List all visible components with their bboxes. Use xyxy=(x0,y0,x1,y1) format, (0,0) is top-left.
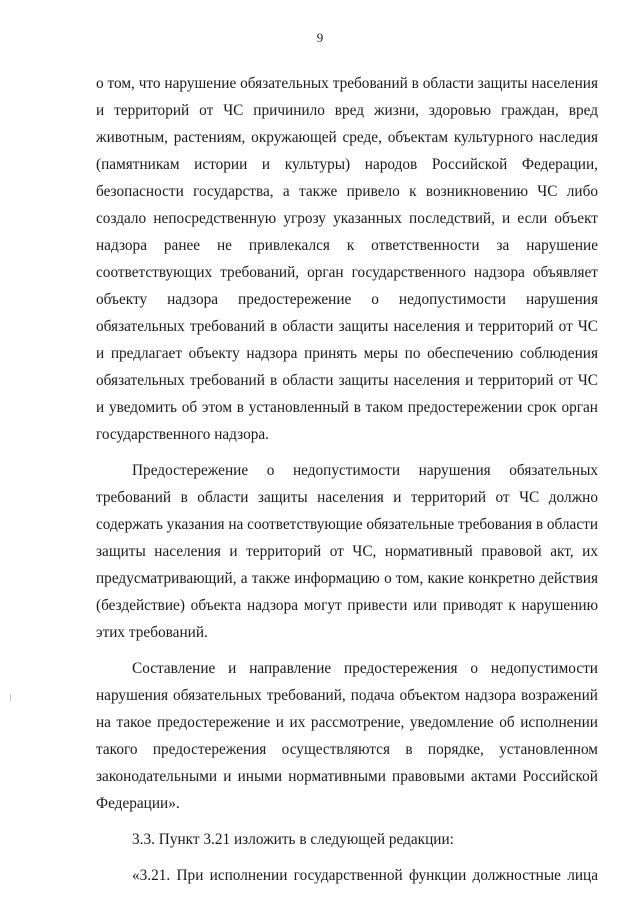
body-line: обязательных требований в области защиты населения и территорий от ЧС xyxy=(96,318,598,335)
body-line: и предлагает объекту надзора принять меры по обеспечению соблюдения xyxy=(96,345,598,362)
body-line: и территорий от ЧС причинило вред жизни, здоровью граждан, вред xyxy=(96,102,598,119)
body-line: на такое предостережение и их рассмотрение, уведомление об исполнении xyxy=(96,714,598,731)
paragraph-first-line: Предостережение о недопустимости нарушения обязательных xyxy=(132,462,598,479)
body-line: законодательными и иными нормативными правовыми актами Российской xyxy=(96,768,598,785)
paragraph-first-line: 3.3. Пункт 3.21 изложить в следующей редакции: xyxy=(132,831,454,848)
body-line: защиты населения и территорий от ЧС, нормативный правовой акт, их xyxy=(96,543,598,560)
body-line: (памятникам истории и культуры) народов Российской Федерации, xyxy=(96,156,598,173)
body-line: требований в области защиты населения и территорий от ЧС должно xyxy=(96,489,598,506)
body-line: безопасности государства, а также привело к возникновению ЧС либо xyxy=(96,183,598,200)
body-line: обязательных требований в области защиты населения и территорий от ЧС xyxy=(96,372,598,389)
body-line: Федерации». xyxy=(96,795,180,812)
body-line: и уведомить об этом в установленный в таком предостережении срок орган xyxy=(96,399,598,416)
body-line: предусматривающий, а также информацию о том, какие конкретно действия xyxy=(96,570,598,587)
body-line: соответствующих требований, орган государственного надзора объявляет xyxy=(96,264,598,281)
body-line: животным, растениям, окружающей среде, объектам культурного наследия xyxy=(96,129,598,146)
body-line: государственного надзора. xyxy=(96,426,270,443)
body-line: создало непосредственную угрозу указанных последствий, и если объект xyxy=(96,210,598,227)
body-line: надзора ранее не привлекался к ответственности за нарушение xyxy=(96,237,598,254)
document-body xyxy=(96,70,598,889)
body-line: такого предостережения осуществляются в порядке, установленном xyxy=(96,741,598,758)
paragraph-first-line: «3.21. При исполнении государственной функции должностные лица xyxy=(132,867,598,884)
body-line: нарушения обязательных требований, подача объектом надзора возражений xyxy=(96,687,598,704)
body-line: (бездействие) объекта надзора могут привести или приводят к нарушению xyxy=(96,597,598,614)
page-number: 9 xyxy=(316,30,324,45)
body-line: о том, что нарушение обязательных требований в области защиты населения xyxy=(96,75,598,92)
paragraph-first-line: Составление и направление предостережения о недопустимости xyxy=(132,660,598,677)
body-line: содержать указания на соответствующие обязательные требования в области xyxy=(96,516,599,533)
body-line: этих требований. xyxy=(96,624,208,641)
scan-artifact xyxy=(10,694,11,701)
body-line: объекту надзора предостережение о недопустимости нарушения xyxy=(96,291,598,308)
